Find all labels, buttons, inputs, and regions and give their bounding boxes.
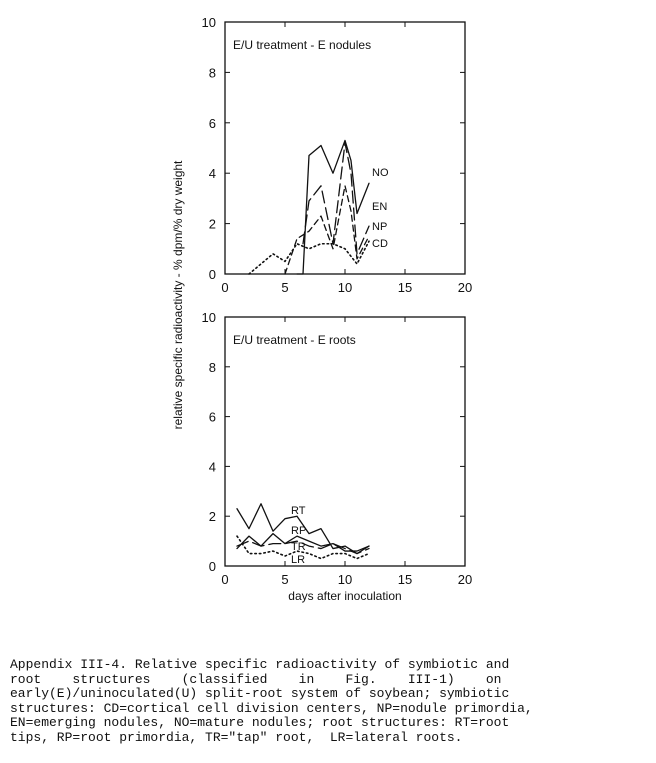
series-label-cd: CD [372,238,388,250]
y-tick-label: 8 [208,65,216,81]
y-tick-label: 6 [208,115,216,131]
x-tick-label: 20 [457,280,473,295]
panel-title-2: E/U treatment - E roots [233,333,356,347]
y-tick-label: 10 [201,310,216,325]
y-tick-label: 2 [208,216,216,232]
plot-frame-2 [225,317,465,566]
y-tick-label: 8 [208,359,216,375]
series-label-no: NO [372,167,389,179]
y-tick-label: 4 [208,166,216,182]
x-axis-label: days after inoculation [288,589,402,603]
series-line-np [285,186,369,274]
series-line-cd [249,241,369,274]
series-label-rp: RP [291,525,307,537]
figure-caption: Appendix III-4. Relative specific radioactivity of symbiotic and root structures (classified in Fig. III-1) on early(E)/uninoculated(U) split-root system of soybean; symbiotic structures: CD=cortical cell division centers, NP=nodule primordia, EN=emerging nodules, NO=mature nodules; root structures: RT=root tips, RP=root primordia, TR="tap" root, LR=lateral roots. [10,657,533,745]
x-tick-label: 10 [337,280,353,295]
x-tick-label: 10 [337,572,353,587]
x-tick-label: 0 [221,572,229,587]
y-tick-label: 2 [208,509,216,525]
series-label-en: EN [372,201,388,213]
x-tick-label: 0 [221,280,229,295]
x-tick-label: 15 [397,280,413,295]
y-tick-label: 0 [208,559,216,574]
series-line-en [303,143,369,254]
series-label-rt: RT [291,505,306,517]
y-axis-label: relative specific radioactivity - % dpm/% dry weight [171,160,185,430]
x-tick-label: 20 [457,572,473,587]
series-label-lr: LR [291,554,306,566]
y-tick-label: 6 [208,409,216,425]
y-tick-label: 0 [208,267,216,282]
panel-title-1: E/U treatment - E nodules [233,38,372,52]
series-label-np: NP [372,221,388,233]
x-tick-label: 15 [397,572,413,587]
y-tick-label: 4 [208,459,216,475]
y-tick-label: 10 [201,15,216,30]
x-tick-label: 5 [281,572,289,587]
series-label-tr: TR [291,541,306,553]
x-tick-label: 5 [281,280,289,295]
plot-frame-1 [225,22,465,274]
